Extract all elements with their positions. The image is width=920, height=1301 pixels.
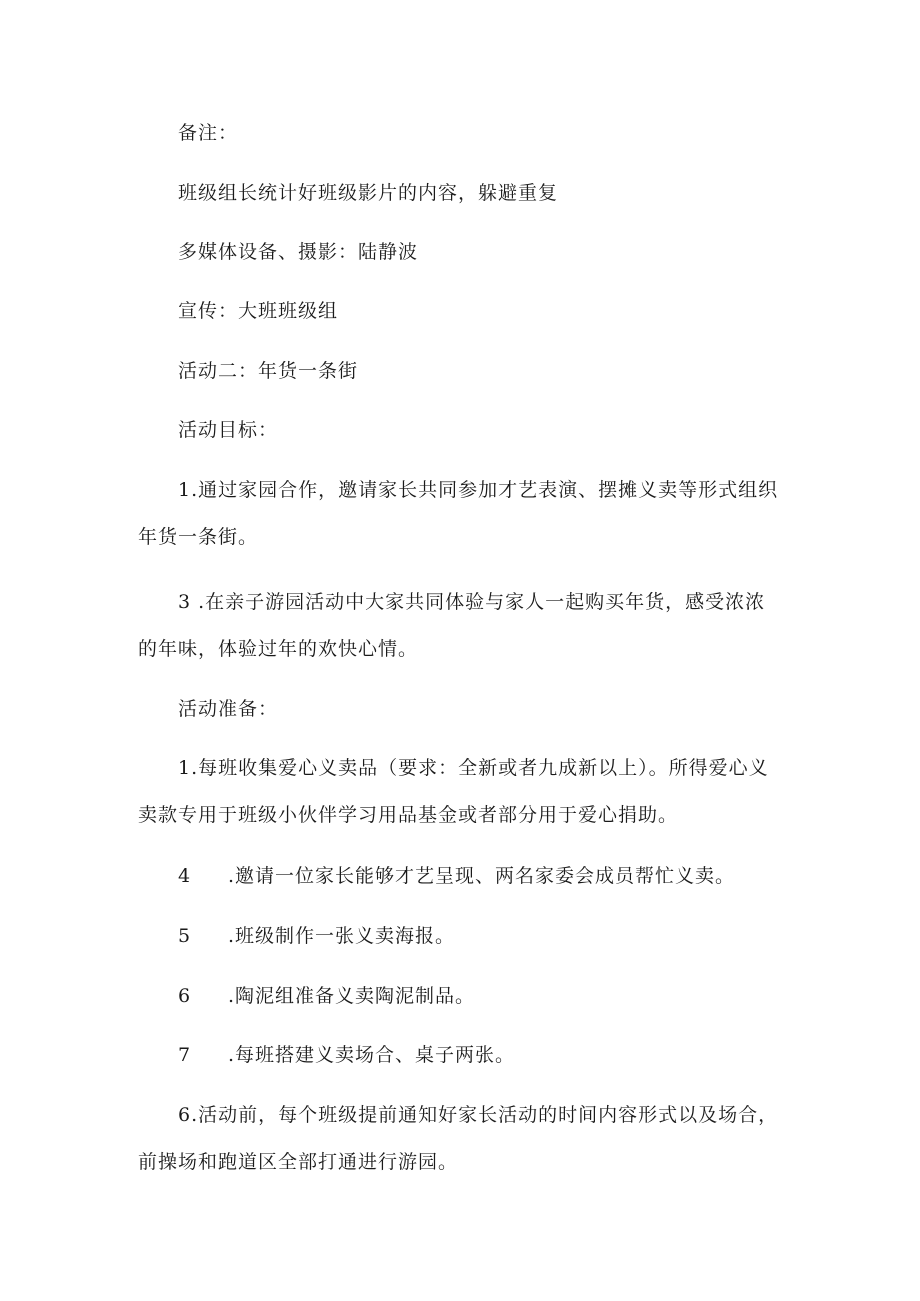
prep-1-line-1: 1.每班收集爱心义卖品（要求：全新或者九成新以上）。所得爱心义	[178, 757, 769, 779]
prep-6-line-1: 6.活动前，每个班级提前通知好家长活动的时间内容形式以及场合，	[178, 1104, 779, 1126]
paragraph-class-leader: 班级组长统计好班级影片的内容，躲避重复	[178, 182, 559, 204]
item-number: 5	[178, 925, 192, 947]
paragraph-multimedia: 多媒体设备、摄影：陆静波	[178, 241, 419, 263]
item-number: 4	[178, 865, 192, 887]
goal-1-line-1: 1.通过家园合作，邀请家长共同参加才艺表演、摆摊义卖等形式组织	[178, 479, 779, 501]
item-number: 7	[178, 1044, 192, 1066]
note-heading: 备注：	[178, 122, 239, 144]
subheading-goals: 活动目标：	[178, 419, 279, 441]
item-text: .邀请一位家长能够才艺呈现、两名家委会成员帮忙义卖。	[228, 865, 736, 887]
subheading-preparation: 活动准备：	[178, 698, 279, 720]
prep-1-line-2: 卖款专用于班级小伙伴学习用品基金或者部分用于爱心捐助。	[138, 804, 679, 826]
paragraph-publicity: 宣传：大班班级组	[178, 300, 339, 322]
item-text: .每班搭建义卖场合、桌子两张。	[228, 1044, 516, 1066]
item-text: .陶泥组准备义卖陶泥制品。	[228, 985, 476, 1007]
prep-6-line-2: 前操场和跑道区全部打通进行游园。	[138, 1151, 459, 1173]
goal-1-line-2: 年货一条街。	[138, 526, 259, 548]
goal-3-line-1: 3 .在亲子游园活动中大家共同体验与家人一起购买年货，感受浓浓	[178, 591, 766, 613]
goal-3-line-2: 的年味，体验过年的欢快心情。	[138, 638, 419, 660]
item-number: 6	[178, 985, 192, 1007]
section-heading-activity-two: 活动二：年货一条街	[178, 360, 359, 382]
item-text: .班级制作一张义卖海报。	[228, 925, 456, 947]
